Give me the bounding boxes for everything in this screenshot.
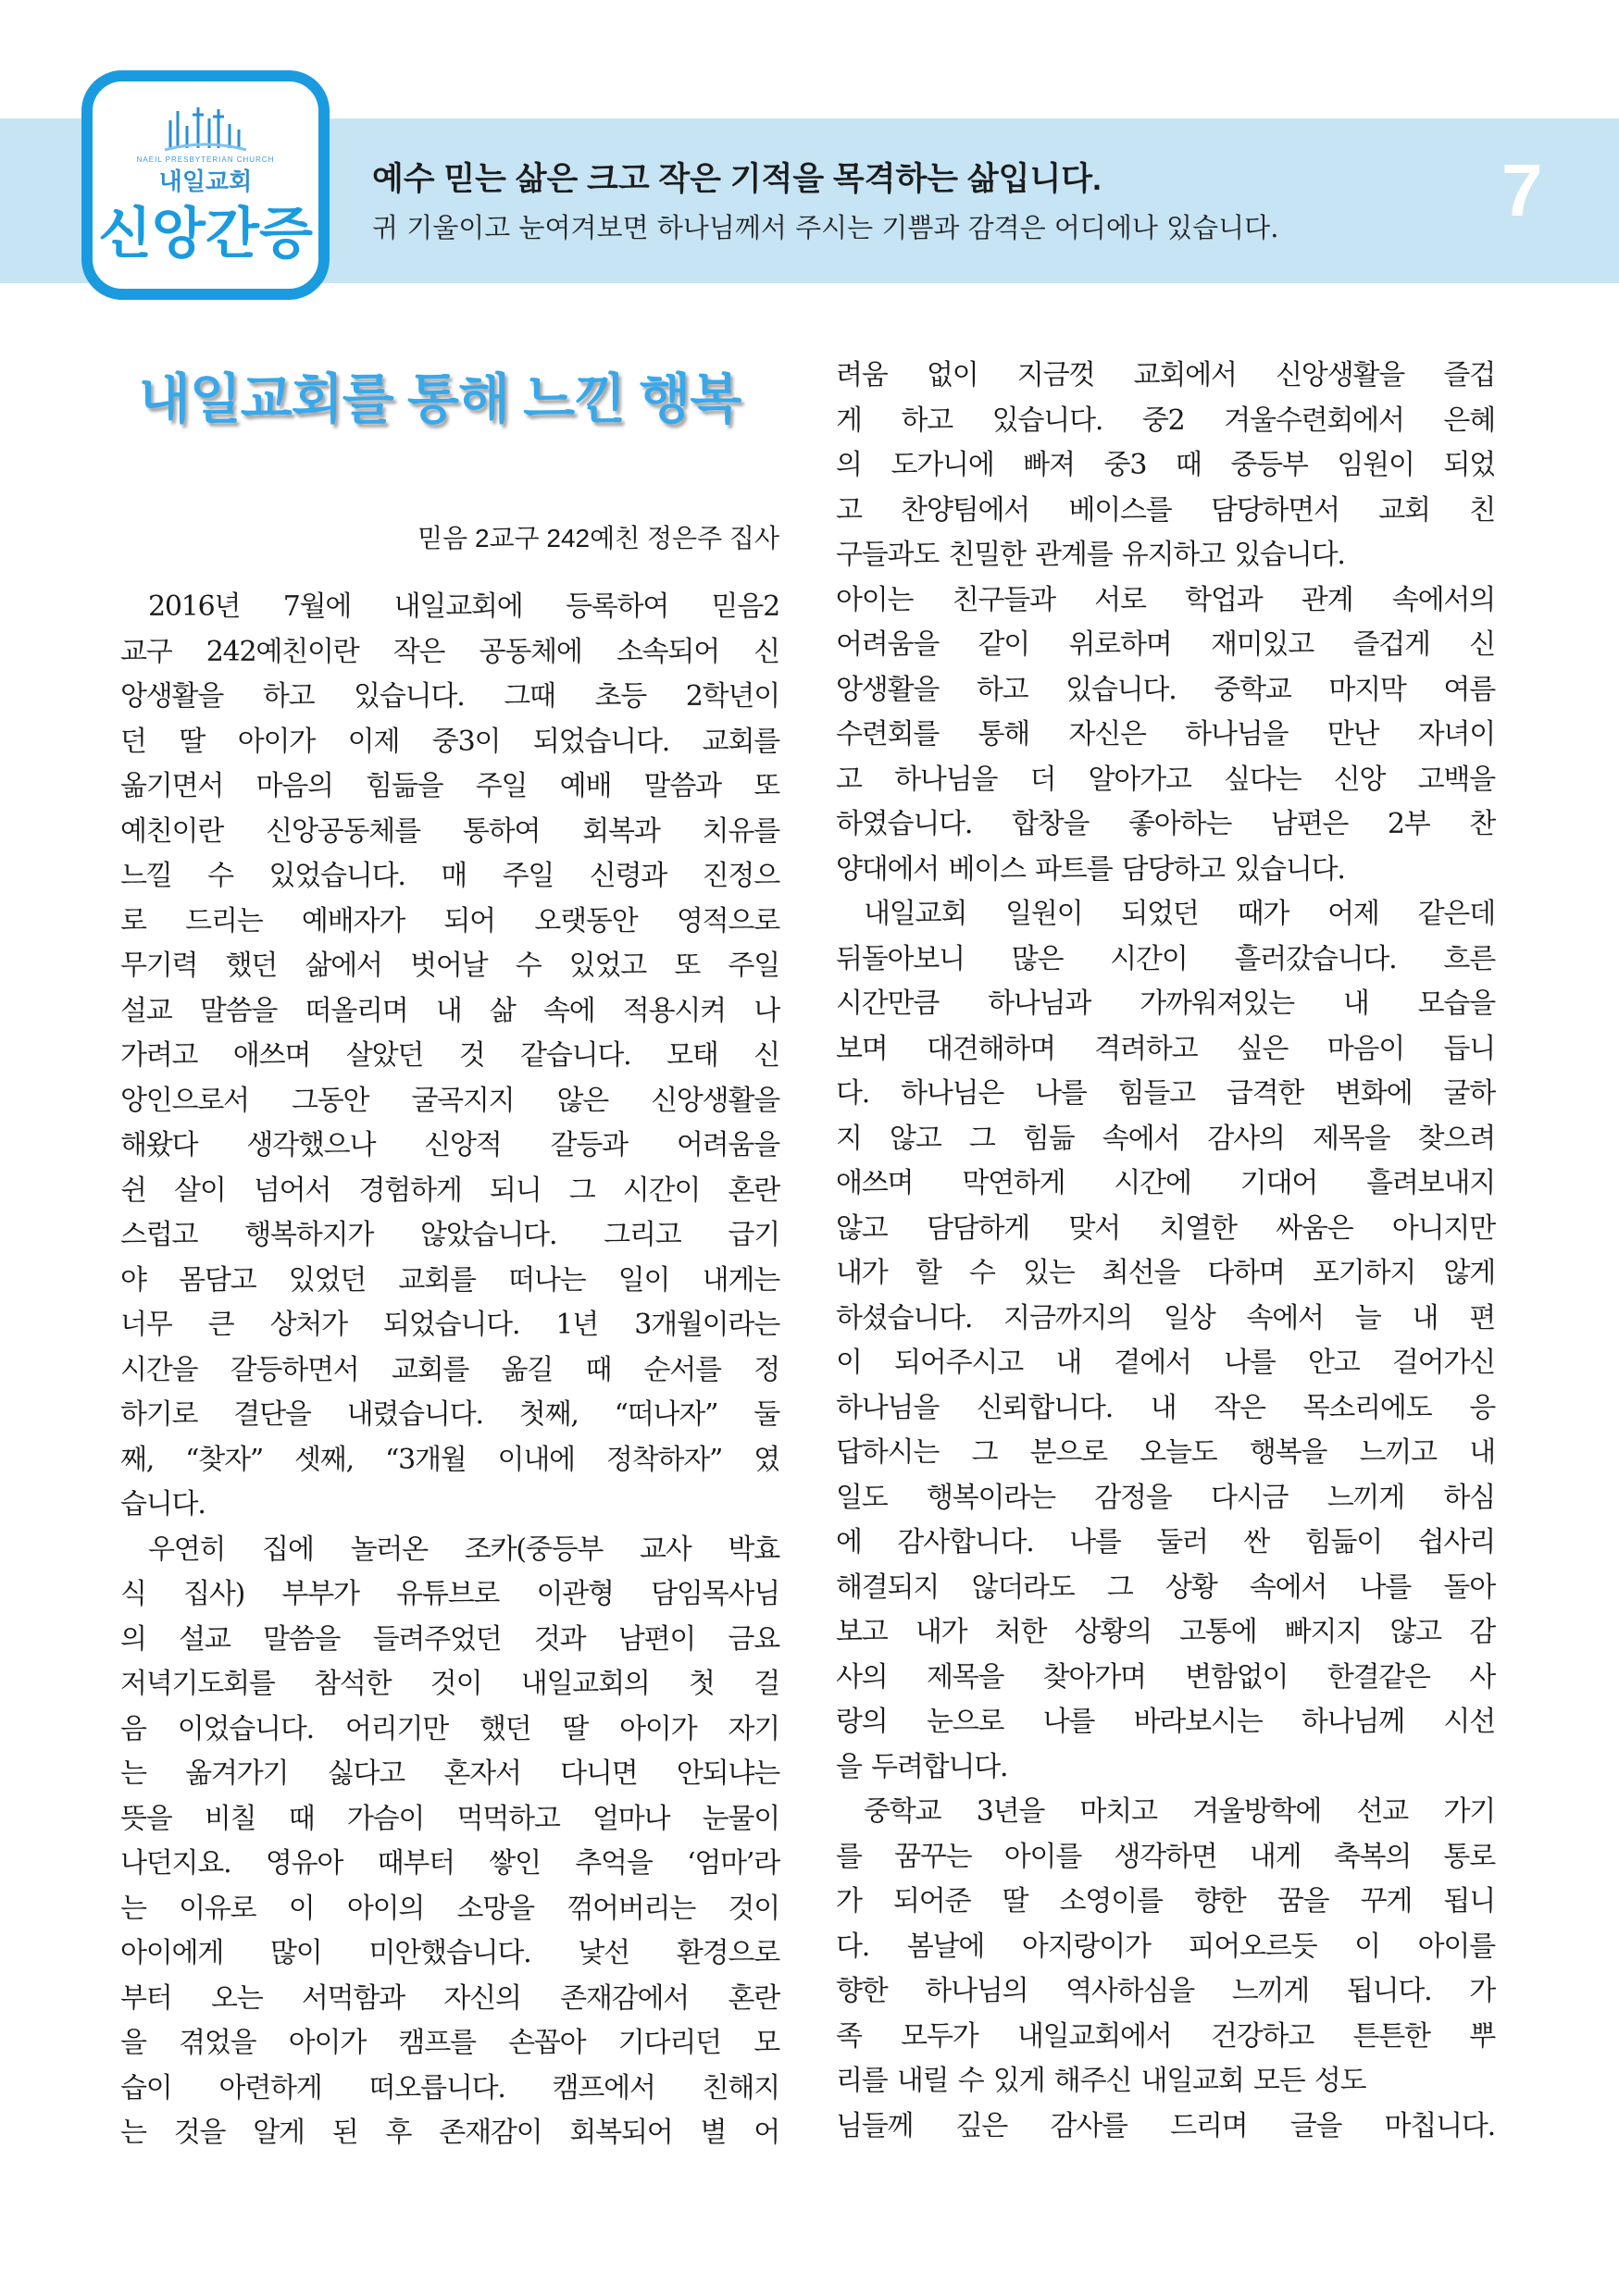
text-line: 음 이었습니다. 어리기만 했던 딸 아이가 자기: [120, 1712, 779, 1745]
text-line: 우연히 집에 놀러온 조카(중등부 교사 박효: [148, 1533, 779, 1566]
text-line: 내일교회 일원이 되었던 때가 어제 같은데: [864, 898, 1495, 930]
text-line: 답하시는 그 분으로 오늘도 행복을 느끼고 내: [836, 1436, 1495, 1469]
text-line: 않고 담담하게 맞서 치열한 싸움은 아니지만: [836, 1211, 1495, 1245]
right-column: [836, 354, 1495, 2149]
text-line: 가려고 애쓰며 살았던 것 같습니다. 모태 신: [120, 1039, 779, 1072]
text-line: 을 겪었을 아이가 캠프를 손꼽아 기다리던 모: [120, 2027, 779, 2059]
text-line: 느낄 수 있었습니다. 매 주일 신령과 진정으: [120, 860, 779, 892]
text-line: 앙생활을 하고 있습니다. 그때 초등 2학년이: [120, 680, 779, 713]
text-line: 앙생활을 하고 있습니다. 중학교 마지막 여름: [836, 673, 1495, 706]
text-line: 부터 오는 서먹함과 자신의 존재감에서 혼란: [120, 1981, 779, 2015]
text-line: 예친이란 신앙공동체를 통하여 회복과 치유를: [120, 814, 779, 848]
text-line: 야 몸담고 있었던 교회를 떠나는 일이 내게는: [120, 1263, 779, 1297]
text-line: 시간만큼 하나님과 가까워져있는 내 모습을: [836, 987, 1495, 1020]
text-line: 던 딸 아이가 이제 중3이 되었습니다. 교회를: [120, 725, 779, 758]
text-line: 족 모두가 내일교회에서 건강하고 튼튼한 뿌: [836, 2019, 1495, 2053]
text-line: 님들께 깊은 감사를 드리며 글을 마칩니다.: [836, 2109, 1495, 2142]
text-line: 리를 내릴 수 있게 해주신 내일교회 모든 성도: [836, 2065, 1366, 2097]
text-line: 옮기면서 마음의 힘듦을 주일 예배 말씀과 또: [120, 770, 779, 802]
text-line: 식 집사) 부부가 유튜브로 이관형 담임목사님: [120, 1578, 779, 1610]
text-line: 지 않고 그 힘듦 속에서 감사의 제목을 찾으려: [836, 1122, 1495, 1155]
text-line: 설교 말씀을 떠올리며 내 삶 속에 적용시켜 나: [120, 994, 779, 1027]
text-line: 이 되어주시고 내 곁에서 나를 안고 걸어가신: [836, 1347, 1495, 1379]
text-line: 려움 없이 지금껏 교회에서 신앙생활을 즐겁: [836, 359, 1495, 391]
header-headline: 예수 믿는 삶은 크고 작은 기적을 목격하는 삶입니다.: [372, 161, 1102, 197]
text-line: 하기로 결단을 내렸습니다. 첫째, “떠나자” 둘: [120, 1398, 779, 1431]
text-line: 시간을 갈등하면서 교회를 옮길 때 순서를 정: [120, 1353, 779, 1386]
text-line: 구들과도 친밀한 관계를 유지하고 있습니다.: [836, 539, 1345, 571]
text-line: 는 옮겨가기 싫다고 혼자서 다니면 안되냐는: [120, 1757, 779, 1790]
text-line: 째, “찾자” 셋째, “3개월 이내에 정착하자” 였: [120, 1443, 779, 1476]
text-line: 보고 내가 처한 상황의 고통에 빠지지 않고 감: [836, 1616, 1495, 1648]
header-subtitle: 귀 기울이고 눈여겨보면 하나님께서 주시는 기쁨과 감격은 어디에나 있습니다.: [372, 212, 1279, 243]
text-line: 쉰 살이 넘어서 경험하게 되니 그 시간이 혼란: [120, 1173, 779, 1207]
text-line: 어려움을 같이 위로하며 재미있고 즐겁게 신: [836, 628, 1495, 661]
text-line: 습니다.: [120, 1488, 205, 1520]
badge-church-english-name: NAEIL PRESBYTERIAN CHURCH: [136, 155, 275, 164]
text-line: 의 도가니에 빠져 중3 때 중등부 임원이 되었: [836, 449, 1495, 481]
text-line: 고 하나님을 더 알아가고 싶다는 신앙 고백을: [836, 763, 1495, 796]
text-line: 을 두려합니다.: [836, 1750, 1008, 1783]
church-skyline-icon: [161, 102, 250, 152]
text-line: 가 되어준 딸 소영이를 향한 꿈을 꾸게 됩니: [836, 1885, 1495, 1917]
article-title: 내일교회를 통해 느낀 행복: [138, 369, 741, 429]
section-badge: [81, 70, 330, 300]
text-line: 애쓰며 막연하게 시간에 기대어 흘려보내지: [836, 1167, 1495, 1199]
text-line: 중학교 3년을 마치고 겨울방학에 선교 가기: [864, 1795, 1495, 1828]
text-line: 하셨습니다. 지금까지의 일상 속에서 늘 내 편: [836, 1301, 1495, 1334]
text-line: 저녁기도회를 참석한 것이 내일교회의 첫 걸: [120, 1668, 779, 1700]
text-line: 게 하고 있습니다. 중2 겨울수련회에서 은혜: [836, 403, 1495, 437]
text-line: 랑의 눈으로 나를 바라보시는 하나님께 시선: [836, 1706, 1495, 1738]
text-line: 해왔다 생각했으나 신앙적 갈등과 어려움을: [120, 1129, 779, 1161]
text-line: 나던지요. 영유아 때부터 쌓인 추억을 ‘엄마’라: [120, 1847, 779, 1880]
text-line: 아이는 친구들과 서로 학업과 관계 속에서의: [836, 583, 1495, 616]
text-line: 뒤돌아보니 많은 시간이 흘러갔습니다. 흐른: [836, 942, 1495, 975]
section-title: 신앙간증: [98, 203, 313, 265]
left-column: [120, 585, 779, 2156]
text-line: 하나님을 신뢰합니다. 내 작은 목소리에도 응: [836, 1391, 1495, 1424]
text-line: 너무 큰 상처가 되었습니다. 1년 3개월이라는: [120, 1309, 779, 1341]
text-line: 앙인으로서 그동안 굴곡지지 않은 신앙생활을: [120, 1084, 779, 1117]
text-line: 다. 봄날에 아지랑이가 피어오르듯 이 아이를: [836, 1930, 1495, 1963]
article-byline: 믿음 2교구 242예친 정은주 집사: [417, 524, 779, 552]
text-line: 뜻을 비칠 때 가슴이 먹먹하고 얼마나 눈물이: [120, 1802, 779, 1835]
text-line: 스럽고 행복하지가 않았습니다. 그리고 급기: [120, 1219, 779, 1251]
text-line: 보며 대견해하며 격려하고 싶은 마음이 듭니: [836, 1032, 1495, 1065]
text-line: 아이에게 많이 미안했습니다. 낯선 환경으로: [120, 1937, 779, 1969]
text-line: 는 이유로 이 아이의 소망을 꺾어버리는 것이: [120, 1892, 779, 1925]
text-line: 다. 하나님은 나를 힘들고 급격한 변화에 굴하: [836, 1077, 1495, 1110]
text-line: 고 찬양팀에서 베이스를 담당하면서 교회 친: [836, 493, 1495, 527]
text-line: 향한 하나님의 역사하심을 느끼게 됩니다. 가: [836, 1975, 1495, 2007]
text-line: 하였습니다. 합창을 좋아하는 남편은 2부 찬: [836, 808, 1495, 840]
text-line: 수련회를 통해 자신은 하나님을 만난 자녀이: [836, 718, 1495, 751]
text-line: 로 드리는 예배자가 되어 오랫동안 영적으로: [120, 904, 779, 937]
text-line: 를 꿈꾸는 아이를 생각하면 내게 축복의 통로: [836, 1840, 1495, 1873]
text-line: 사의 제목을 찾아가며 변함없이 한결같은 사: [836, 1660, 1495, 1694]
badge-church-name: 내일교회: [158, 168, 253, 195]
text-line: 양대에서 베이스 파트를 담당하고 있습니다.: [836, 852, 1345, 886]
page-number: 7: [1501, 149, 1543, 231]
text-line: 교구 242예친이란 작은 공동체에 소속되어 신: [120, 635, 779, 668]
text-line: 일도 행복이라는 감정을 다시금 느끼게 하심: [836, 1481, 1495, 1514]
text-line: 무기력 했던 삶에서 벗어날 수 있었고 또 주일: [120, 949, 779, 982]
text-line: 2016년 7월에 내일교회에 등록하여 믿음2: [148, 590, 779, 623]
text-line: 내가 할 수 있는 최선을 다하며 포기하지 않게: [836, 1257, 1495, 1289]
text-line: 해결되지 않더라도 그 상황 속에서 나를 돌아: [836, 1570, 1495, 1604]
text-line: 의 설교 말씀을 들려주었던 것과 남편이 금요: [120, 1622, 779, 1656]
text-line: 는 것을 알게 된 후 존재감이 회복되어 별 어: [120, 2116, 779, 2149]
text-line: 습이 아련하게 떠오릅니다. 캠프에서 친해지: [120, 2071, 779, 2104]
text-line: 에 감사합니다. 나를 둘러 싼 힘듦이 쉽사리: [836, 1526, 1495, 1558]
